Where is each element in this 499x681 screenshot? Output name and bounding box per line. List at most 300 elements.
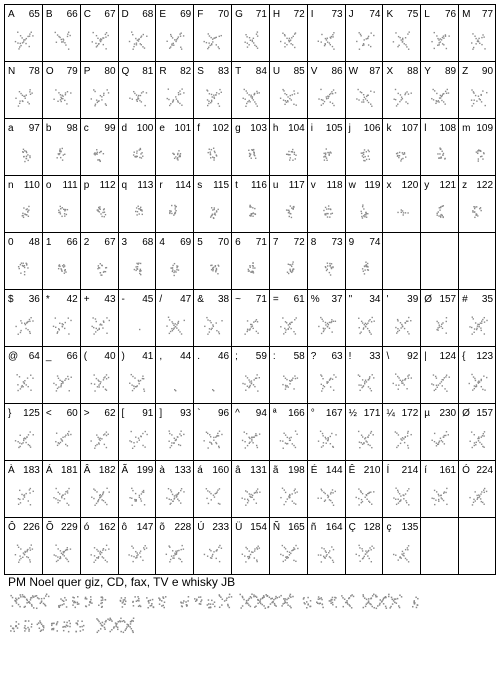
- glyph-preview: [162, 257, 190, 279]
- glyph-preview: [87, 143, 115, 165]
- glyph-character: Â: [83, 465, 91, 476]
- glyph-cell: [4, 461, 43, 517]
- glyph-cell: [43, 290, 81, 346]
- glyph-cell: [270, 290, 308, 346]
- glyph-preview-drawing: [11, 314, 39, 336]
- glyph-preview-drawing: [276, 314, 304, 336]
- glyph-cell: [156, 233, 194, 289]
- glyph-preview: [162, 314, 190, 336]
- glyph-character: s: [197, 180, 203, 191]
- glyph-character: }: [8, 408, 12, 419]
- glyph-cell: [270, 119, 308, 175]
- glyph-character: M: [462, 9, 471, 20]
- glyph-cell: [459, 119, 496, 175]
- glyph-preview-drawing: [427, 428, 455, 450]
- glyph-preview: [49, 485, 77, 507]
- glyph-cell-label: [462, 408, 493, 419]
- glyph-code: 123: [476, 351, 494, 362]
- grid-row: [4, 347, 496, 404]
- glyph-cell: [308, 62, 346, 118]
- glyph-preview-drawing: [427, 143, 455, 165]
- glyph-cell: [346, 5, 384, 61]
- glyph-preview: [238, 257, 266, 279]
- glyph-preview-drawing: [276, 428, 304, 450]
- glyph-code: 83: [217, 66, 230, 77]
- glyph-cell: [43, 176, 81, 232]
- glyph-cell: [194, 518, 232, 574]
- glyph-character: J: [348, 9, 354, 20]
- glyph-code: 43: [104, 294, 116, 305]
- glyph-cell: [270, 233, 308, 289]
- glyph-character: m: [462, 123, 471, 134]
- glyph-cell: [459, 5, 496, 61]
- glyph-preview-drawing: [465, 143, 493, 165]
- glyph-preview-drawing: [87, 200, 115, 222]
- glyph-preview: [49, 86, 77, 108]
- glyph-cell-label: [349, 180, 381, 191]
- glyph-cell-label: [462, 180, 493, 191]
- glyph-cell-label: [386, 9, 418, 20]
- glyph-character: .: [197, 351, 200, 362]
- glyph-cell-label: [159, 123, 191, 134]
- glyph-cell: [383, 176, 421, 232]
- glyph-character: Ô: [8, 522, 16, 533]
- glyph-character: L: [424, 9, 430, 20]
- glyph-code: 33: [369, 351, 381, 362]
- glyph-preview-drawing: [49, 542, 77, 564]
- glyph-cell-label: [46, 522, 78, 533]
- glyph-code: 71: [255, 237, 267, 248]
- glyph-cell: [459, 176, 496, 232]
- glyph-cell-label: [235, 9, 267, 20]
- glyph-character: >: [83, 408, 90, 419]
- glyph-cell-label: [197, 465, 229, 476]
- glyph-preview: [389, 485, 417, 507]
- glyph-cell: [194, 176, 232, 232]
- glyph-cell: [194, 347, 232, 403]
- glyph-cell: [156, 461, 194, 517]
- glyph-preview-drawing: [125, 428, 153, 450]
- glyph-preview-drawing: [389, 428, 417, 450]
- glyph-character: H: [272, 9, 281, 20]
- glyph-cell: [232, 404, 270, 460]
- glyph-code: 117: [288, 180, 305, 191]
- glyph-cell: [308, 176, 346, 232]
- glyph-character: à: [159, 465, 165, 476]
- glyph-preview: [49, 257, 77, 279]
- glyph-cell-label: [311, 522, 343, 533]
- glyph-code: 98: [66, 123, 78, 134]
- glyph-cell-label: [122, 294, 154, 305]
- glyph-character: 0: [8, 237, 14, 248]
- glyph-cell: [119, 119, 157, 175]
- glyph-cell: [119, 233, 157, 289]
- glyph-cell-label: [46, 123, 78, 134]
- glyph-character: ': [386, 294, 389, 305]
- glyph-preview: [314, 485, 342, 507]
- glyph-character: µ: [424, 408, 431, 419]
- glyph-cell: [156, 119, 194, 175]
- glyph-character: n: [8, 180, 14, 191]
- glyph-preview: [125, 257, 153, 279]
- glyph-code: 45: [142, 294, 154, 305]
- glyph-character: -: [121, 294, 125, 305]
- glyph-character: ^: [235, 408, 240, 419]
- glyph-code: 121: [439, 180, 457, 191]
- glyph-preview-drawing: [200, 428, 228, 450]
- glyph-code: 161: [439, 465, 457, 476]
- glyph-cell: [346, 518, 384, 574]
- glyph-preview-drawing: [11, 371, 39, 393]
- glyph-cell-label: [122, 351, 154, 362]
- glyph-cell-label: [386, 123, 418, 134]
- glyph-character: 7: [272, 237, 279, 248]
- glyph-preview: [125, 29, 153, 51]
- glyph-character: É: [310, 465, 318, 476]
- glyph-preview-drawing: [389, 200, 417, 222]
- glyph-cell: [459, 62, 496, 118]
- glyph-preview: [465, 428, 493, 450]
- glyph-preview: [352, 143, 380, 165]
- glyph-cell-label: [159, 465, 191, 476]
- glyph-character: z: [462, 180, 468, 191]
- glyph-character: ¼: [386, 408, 395, 419]
- glyph-code: 66: [66, 9, 78, 20]
- glyph-preview: [314, 314, 342, 336]
- glyph-preview-drawing: [125, 200, 153, 222]
- glyph-code: 74: [369, 237, 381, 248]
- glyph-preview-drawing: [49, 200, 77, 222]
- glyph-code: 182: [98, 465, 116, 476]
- glyph-preview-drawing: [276, 200, 304, 222]
- glyph-cell-label: [311, 294, 343, 305]
- glyph-preview: [125, 542, 153, 564]
- glyph-code: 66: [66, 237, 78, 248]
- glyph-preview: [87, 542, 115, 564]
- glyph-preview-drawing: [314, 314, 342, 336]
- glyph-cell: [4, 233, 43, 289]
- glyph-cell-label: [462, 9, 493, 20]
- glyph-character: b: [45, 123, 52, 134]
- glyph-preview-drawing: [352, 257, 380, 279]
- glyph-character: %: [310, 294, 320, 305]
- glyph-preview-drawing: [465, 371, 493, 393]
- glyph-character: r: [159, 180, 163, 191]
- glyph-preview: [238, 143, 266, 165]
- glyph-preview: [125, 485, 153, 507]
- glyph-character: ô: [121, 522, 128, 533]
- glyph-code: 229: [61, 522, 78, 533]
- glyph-character: 4: [159, 237, 165, 248]
- glyph-preview: [238, 428, 266, 450]
- grid-row: [4, 233, 496, 290]
- glyph-preview-drawing: [49, 428, 77, 450]
- glyph-cell-label: [159, 180, 191, 191]
- glyph-cell: [270, 62, 308, 118]
- glyph-cell: [81, 290, 119, 346]
- glyph-preview-drawing: [125, 257, 153, 279]
- glyph-preview: [389, 371, 417, 393]
- glyph-preview: [125, 143, 153, 165]
- glyph-cell-label: [273, 66, 305, 77]
- glyph-preview: [427, 485, 455, 507]
- glyph-character: k: [386, 123, 392, 134]
- glyph-cell: [459, 404, 496, 460]
- glyph-preview: [465, 86, 493, 108]
- glyph-cell: [421, 347, 459, 403]
- glyph-preview: [125, 428, 153, 450]
- glyph-character: =: [272, 294, 279, 305]
- glyph-cell-label: [424, 66, 456, 77]
- glyph-code: 108: [439, 123, 457, 134]
- empty-cell: [459, 233, 496, 289]
- glyph-cell-label: [84, 180, 116, 191]
- glyph-cell: [119, 290, 157, 346]
- glyph-cell-label: [8, 66, 40, 77]
- glyph-cell: [232, 347, 270, 403]
- glyph-preview-drawing: [125, 143, 153, 165]
- glyph-cell: [232, 119, 270, 175]
- glyph-cell-label: [122, 9, 154, 20]
- glyph-preview: [238, 542, 266, 564]
- glyph-code: 172: [401, 408, 419, 419]
- glyph-code: 107: [401, 123, 419, 134]
- glyph-cell-label: [235, 465, 267, 476]
- glyph-character: Ñ: [272, 522, 281, 533]
- glyph-cell-label: [235, 123, 267, 134]
- glyph-preview-drawing: [200, 371, 228, 393]
- glyph-code: 119: [364, 180, 381, 191]
- glyph-preview: [200, 485, 228, 507]
- glyph-preview: [162, 29, 190, 51]
- glyph-preview: [276, 314, 304, 336]
- glyph-cell: [119, 404, 157, 460]
- glyph-code: 171: [363, 408, 381, 419]
- glyph-preview: [238, 485, 266, 507]
- glyph-character: ): [121, 351, 125, 362]
- glyph-preview-drawing: [427, 200, 455, 222]
- glyph-cell: [232, 5, 270, 61]
- glyph-code: 61: [293, 294, 305, 305]
- glyph-code: 113: [137, 180, 154, 191]
- glyph-character: @: [8, 351, 19, 362]
- glyph-cell-label: [197, 351, 229, 362]
- glyph-cell: [43, 233, 81, 289]
- glyph-character: e: [159, 123, 165, 134]
- glyph-preview: [427, 200, 455, 222]
- glyph-cell-label: [122, 66, 154, 77]
- glyph-preview-drawing: [238, 485, 266, 507]
- glyph-character: P: [83, 66, 91, 77]
- glyph-character: C: [83, 9, 91, 20]
- glyph-code: 104: [288, 123, 305, 134]
- glyph-cell: [421, 404, 459, 460]
- glyph-code: 233: [212, 522, 230, 533]
- glyph-preview-drawing: [49, 86, 77, 108]
- glyph-character: ª: [272, 408, 277, 419]
- glyph-code: 91: [142, 408, 154, 419]
- glyph-preview-drawing: [427, 485, 455, 507]
- glyph-character: 1: [45, 237, 52, 248]
- glyph-code: 115: [213, 180, 230, 191]
- glyph-preview: [314, 542, 342, 564]
- glyph-character: 3: [121, 237, 128, 248]
- glyph-character: ñ: [310, 522, 317, 533]
- glyph-code: 93: [180, 408, 192, 419]
- glyph-code: 120: [401, 180, 419, 191]
- glyph-character: I: [310, 9, 314, 20]
- glyph-preview: [465, 485, 493, 507]
- glyph-preview: [125, 371, 153, 393]
- glyph-character: ?: [310, 351, 317, 362]
- glyph-cell-label: [235, 522, 267, 533]
- glyph-code: 103: [250, 123, 267, 134]
- glyph-preview: [427, 371, 455, 393]
- empty-cell: [421, 233, 459, 289]
- glyph-preview: [162, 485, 190, 507]
- glyph-character: E: [159, 9, 167, 20]
- glyph-character: ,: [159, 351, 163, 362]
- glyph-preview-drawing: [162, 428, 190, 450]
- glyph-preview: [87, 200, 115, 222]
- glyph-cell-label: [349, 408, 381, 419]
- glyph-cell-label: [311, 465, 343, 476]
- glyph-preview-drawing: [238, 314, 266, 336]
- glyph-cell: [383, 119, 421, 175]
- glyph-preview-drawing: [465, 86, 493, 108]
- glyph-preview-drawing: [162, 143, 190, 165]
- glyph-preview-drawing: [314, 542, 342, 564]
- glyph-code: 38: [217, 294, 230, 305]
- glyph-character: \: [386, 351, 390, 362]
- glyph-preview: [162, 428, 190, 450]
- glyph-code: 122: [476, 180, 494, 191]
- glyph-character: c: [83, 123, 89, 134]
- glyph-character: ": [348, 294, 353, 305]
- glyph-cell-label: [122, 123, 154, 134]
- glyph-cell-label: [462, 465, 493, 476]
- glyph-code: 96: [217, 408, 230, 419]
- glyph-preview: [238, 200, 266, 222]
- glyph-cell: [421, 62, 459, 118]
- glyph-cell-label: [462, 66, 493, 77]
- glyph-code: 35: [481, 294, 494, 305]
- glyph-cell: [270, 176, 308, 232]
- glyph-preview: [314, 86, 342, 108]
- glyph-preview: [389, 542, 417, 564]
- glyph-preview-drawing: [427, 314, 455, 336]
- glyph-cell-label: [311, 9, 343, 20]
- glyph-cell-label: [84, 465, 116, 476]
- glyph-cell-label: [8, 237, 40, 248]
- glyph-cell: [156, 518, 194, 574]
- glyph-character: q: [121, 180, 128, 191]
- glyph-preview: [276, 257, 304, 279]
- glyph-preview: [87, 86, 115, 108]
- glyph-cell-label: [349, 123, 381, 134]
- glyph-character: ç: [386, 522, 392, 533]
- glyph-cell-label: [349, 9, 381, 20]
- glyph-cell: [156, 62, 194, 118]
- glyph-character: R: [159, 66, 167, 77]
- glyph-preview-drawing: [87, 86, 115, 108]
- glyph-code: 105: [325, 123, 343, 134]
- glyph-code: 86: [331, 66, 343, 77]
- glyph-preview-drawing: [389, 29, 417, 51]
- glyph-code: 72: [293, 237, 305, 248]
- glyph-preview: [11, 200, 39, 222]
- glyph-preview: [162, 200, 190, 222]
- glyph-cell: [346, 176, 384, 232]
- glyph-preview: [352, 371, 380, 393]
- glyph-code: 65: [28, 9, 40, 20]
- glyph-cell: [421, 461, 459, 517]
- glyph-cell-label: [197, 9, 229, 20]
- glyph-cell: [232, 233, 270, 289]
- glyph-cell: [119, 176, 157, 232]
- glyph-preview: [87, 314, 115, 336]
- glyph-character: 5: [197, 237, 203, 248]
- glyph-cell-label: [349, 294, 381, 305]
- glyph-preview-drawing: [352, 314, 380, 336]
- glyph-character: A: [8, 9, 15, 20]
- glyph-cell-label: [235, 294, 267, 305]
- glyph-character: Y: [424, 66, 431, 77]
- glyph-code: 79: [66, 66, 78, 77]
- glyph-preview: [125, 200, 153, 222]
- glyph-character: S: [197, 66, 204, 77]
- glyph-character: D: [121, 9, 129, 20]
- glyph-cell-label: [386, 294, 418, 305]
- grid-row: [4, 461, 496, 518]
- glyph-cell-label: [8, 123, 40, 134]
- glyph-preview: [276, 428, 304, 450]
- glyph-code: 135: [401, 522, 419, 533]
- glyph-character: Z: [462, 66, 469, 77]
- glyph-character: 6: [235, 237, 241, 248]
- glyph-preview-drawing: [314, 200, 342, 222]
- glyph-character: Í: [386, 465, 390, 476]
- glyph-cell: [232, 290, 270, 346]
- glyph-preview-drawing: [314, 428, 342, 450]
- glyph-cell-label: [235, 180, 267, 191]
- glyph-preview-drawing: [427, 29, 455, 51]
- glyph-character: G: [235, 9, 243, 20]
- glyph-cell-label: [8, 465, 40, 476]
- glyph-preview-drawing: [162, 29, 190, 51]
- glyph-preview-drawing: [11, 257, 39, 279]
- glyph-cell: [346, 347, 384, 403]
- glyph-cell: [81, 347, 119, 403]
- glyph-preview-drawing: [49, 371, 77, 393]
- glyph-cell: [270, 5, 308, 61]
- glyph-code: 125: [23, 408, 40, 419]
- glyph-character: Ã: [121, 465, 129, 476]
- glyph-preview: [200, 200, 228, 222]
- glyph-cell-label: [424, 294, 456, 305]
- glyph-preview: [427, 428, 455, 450]
- glyph-cell-label: [235, 237, 267, 248]
- glyph-preview: [11, 542, 39, 564]
- glyph-character: W: [348, 66, 359, 77]
- glyph-preview-drawing: [162, 542, 190, 564]
- glyph-preview-drawing: [87, 542, 115, 564]
- glyph-code: 110: [23, 180, 40, 191]
- glyph-character: O: [45, 66, 54, 77]
- glyph-character: B: [45, 9, 53, 20]
- glyph-preview-drawing: [238, 257, 266, 279]
- glyph-code: 97: [28, 123, 40, 134]
